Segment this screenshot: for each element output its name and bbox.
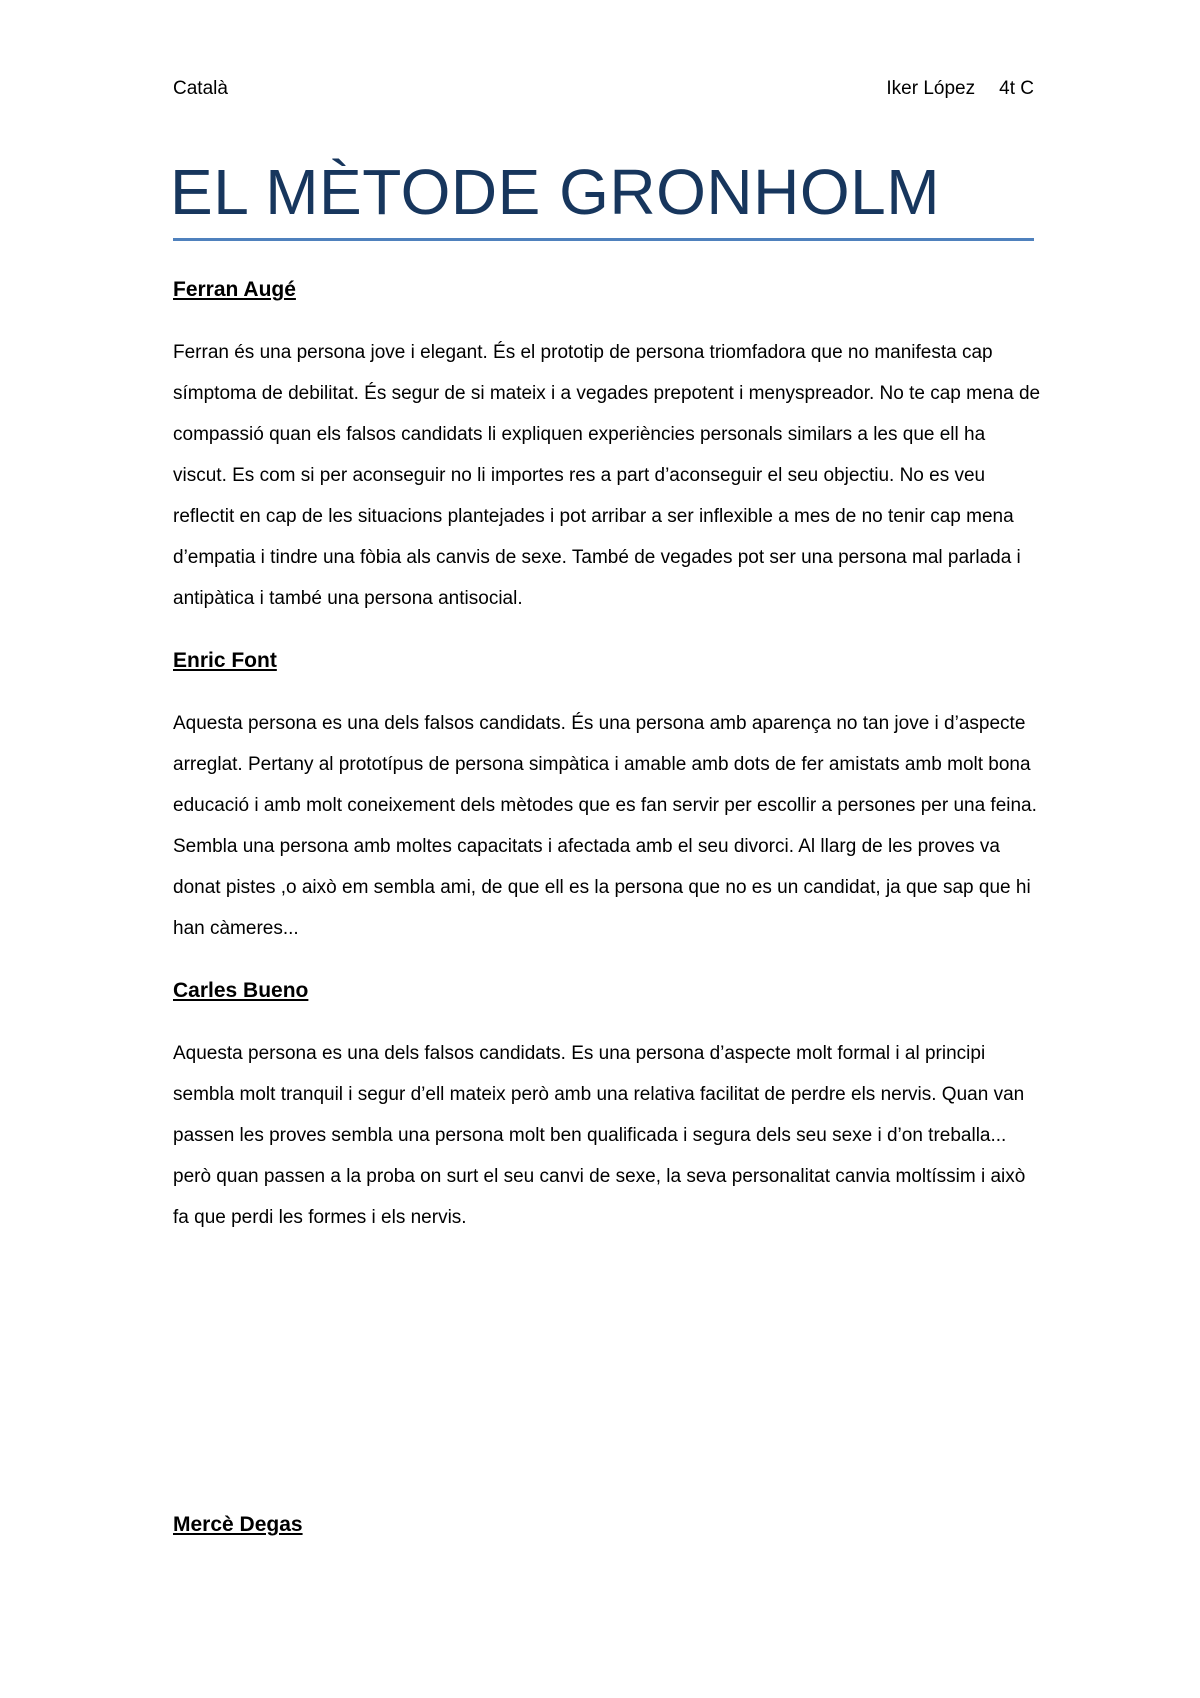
header-author-block	[886, 78, 1034, 100]
section-heading-merce-degas: Mercè Degas	[173, 1513, 303, 1536]
header-class: 4t C	[999, 78, 1034, 99]
document-title: EL MÈTODE GRONHOLM	[170, 156, 940, 228]
page-header	[173, 74, 1034, 104]
section-paragraph-ferran-auge: Ferran és una persona jove i elegant. És el prototip de persona triomfadora que no manifesta cap símptoma de debilitat. És segur de si mateix i a vegades prepotent i menyspreador. No te cap mena de compassió quan els falsos candidats li expliquen experiències personals similars a les que ell ha viscut. Es com si per aconseguir no li importes res a part d’aconseguir el seu objectiu. No es veu reflectit en cap de les situacions plantejades i pot arribar a ser inflexible a mes de no tenir cap mena d’empatia i tindre una fòbia als canvis de sexe. També de vegades pot ser una persona mal parlada i antipàtica i també una persona antisocial.	[173, 342, 1041, 609]
title-underline-rule	[173, 238, 1034, 241]
section-heading-carles-bueno: Carles Bueno	[173, 979, 309, 1002]
header-author: Iker López	[886, 78, 976, 99]
section-paragraph-carles-bueno: Aquesta persona es una dels falsos candidats. Es una persona d’aspecte molt formal i al principi sembla molt tranquil i segur d’ell mateix però amb una relativa facilitat de perdre els nervis. Quan van passen les proves sembla una persona molt ben qualificada i segura dels seu sexe i d’on treballa... però quan passen a la proba on surt el seu canvi de sexe, la seva personalitat canvia moltíssim i això fa que perdi les formes i els nervis.	[173, 1043, 1026, 1228]
document-body	[173, 270, 1043, 1238]
section-paragraph-enric-font: Aquesta persona es una dels falsos candidats. És una persona amb aparença no tan jove i d’aspecte arreglat. Pertany al prototípus de persona simpàtica i amable amb dots de fer amistats amb molt bona educació i amb molt coneixement dels mètodes que es fan servir per escollir a persones per una feina. Sembla una persona amb moltes capacitats i afectada amb el seu divorci. Al llarg de les proves va donat pistes ,o això em sembla ami, de que ell es la persona que no es un candidat, ja que sap que hi han càmeres...	[173, 713, 1037, 939]
header-subject: Català	[173, 78, 228, 99]
section-heading-ferran-auge: Ferran Augé	[173, 278, 296, 301]
section-heading-enric-font: Enric Font	[173, 649, 277, 672]
